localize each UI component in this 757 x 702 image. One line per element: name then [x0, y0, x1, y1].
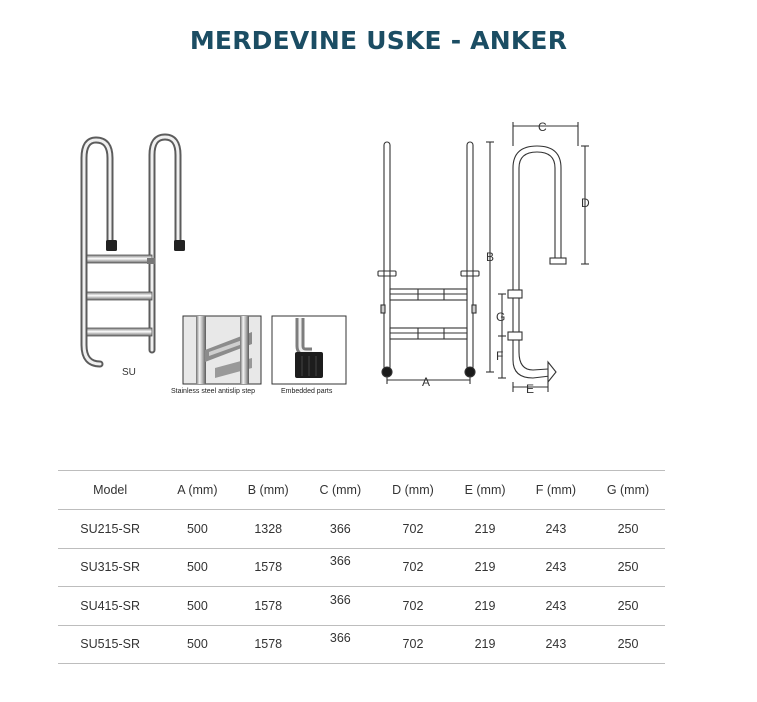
table-row	[58, 625, 665, 664]
table-cell-value: 366	[329, 592, 351, 607]
table-cell: SU415-SR	[58, 587, 162, 626]
table-cell: 219	[449, 548, 520, 587]
table-cell: 243	[521, 587, 591, 626]
table-cell: SU215-SR	[58, 510, 162, 549]
page-title: MERDEVINE USKE - ANKER	[189, 26, 568, 55]
table-cell	[304, 587, 377, 626]
table-cell	[304, 625, 377, 664]
column-header: D (mm)	[377, 471, 450, 510]
column-header: E (mm)	[449, 471, 520, 510]
table-cell: 702	[377, 548, 450, 587]
table-cell: 243	[521, 510, 591, 549]
column-header: C (mm)	[304, 471, 377, 510]
table-cell: 1328	[233, 510, 304, 549]
specification-table	[58, 470, 665, 664]
column-header: F (mm)	[521, 471, 591, 510]
embedded-parts-detail	[272, 316, 346, 384]
column-header: G (mm)	[591, 471, 665, 510]
table-cell: 366	[304, 510, 377, 549]
table-cell: 500	[162, 548, 232, 587]
dim-label-c: C	[538, 120, 547, 134]
table-row	[58, 548, 665, 587]
table-cell: 250	[591, 510, 665, 549]
detail-caption-embedded: Embedded parts	[281, 388, 333, 395]
table-cell: 702	[377, 625, 450, 664]
table-cell-value: 366	[329, 631, 351, 646]
side-view-drawing	[498, 122, 589, 392]
table-cell: 1578	[233, 587, 304, 626]
dim-label-g: G	[496, 310, 506, 324]
ladder-photo	[84, 137, 185, 378]
table-cell: 243	[521, 625, 591, 664]
table-cell: 500	[162, 625, 232, 664]
table-cell: 702	[377, 587, 450, 626]
column-header: Model	[58, 471, 162, 510]
column-header: A (mm)	[162, 471, 232, 510]
dim-label-a: A	[422, 375, 431, 389]
table-cell: 1578	[233, 548, 304, 587]
dim-label-e: E	[526, 382, 535, 396]
table-cell: SU515-SR	[58, 625, 162, 664]
ladder-step	[87, 328, 152, 336]
antislip-step-detail	[183, 316, 261, 384]
dim-label-d: D	[581, 196, 590, 210]
dim-label-f: F	[496, 349, 504, 363]
table-cell-value: 366	[329, 554, 351, 569]
table-cell	[304, 548, 377, 587]
table-cell: 500	[162, 587, 232, 626]
front-view-drawing	[378, 142, 494, 384]
table-cell: 243	[521, 548, 591, 587]
column-header: B (mm)	[233, 471, 304, 510]
ladder-step	[87, 292, 152, 300]
table-cell: 500	[162, 510, 232, 549]
ladder-step	[87, 255, 152, 263]
table-cell: 250	[591, 625, 665, 664]
photo-label: SU	[122, 367, 136, 378]
dim-label-b: B	[486, 250, 495, 264]
table-cell: 250	[591, 587, 665, 626]
table-cell: SU315-SR	[58, 548, 162, 587]
table-cell: 250	[591, 548, 665, 587]
table-cell: 219	[449, 587, 520, 626]
table-cell: 702	[377, 510, 450, 549]
table-header-row	[58, 471, 665, 510]
table-row	[58, 587, 665, 626]
table-cell: 1578	[233, 625, 304, 664]
table-cell: 219	[449, 510, 520, 549]
table-row	[58, 510, 665, 549]
detail-caption-antislip: Stainless steel antislip step	[171, 388, 256, 395]
table-cell: 219	[449, 625, 520, 664]
